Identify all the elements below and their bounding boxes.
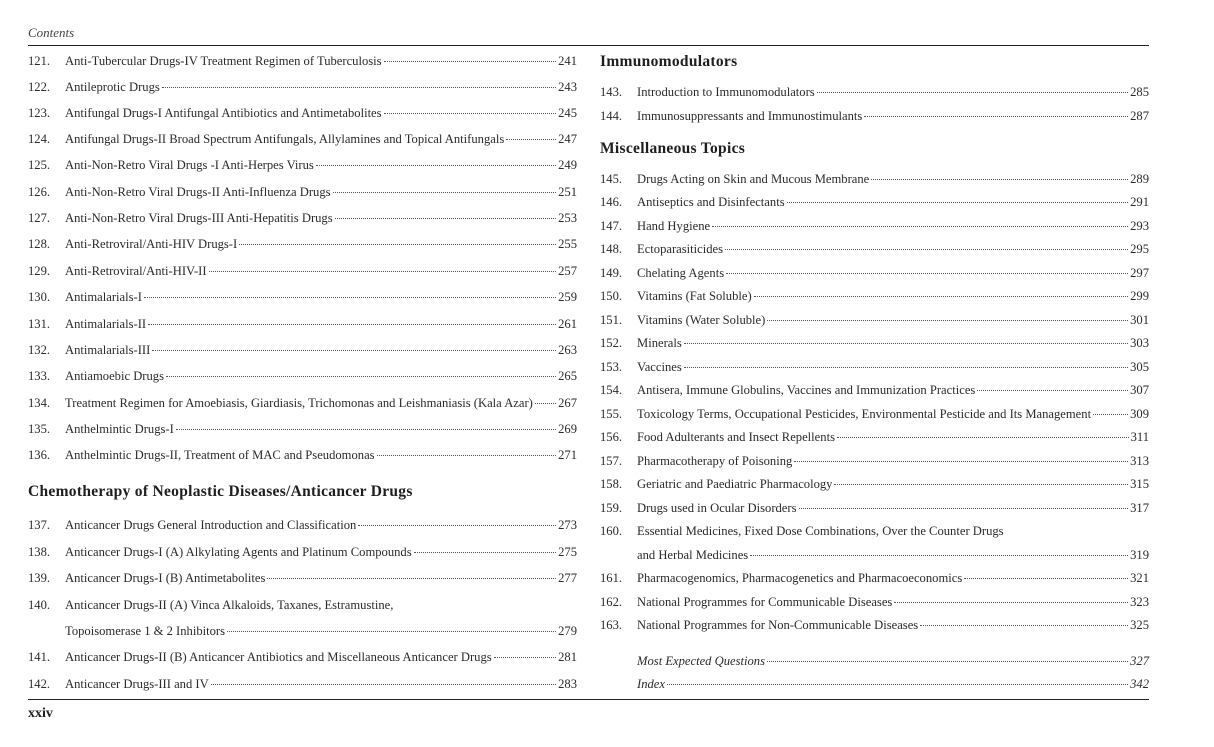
toc-entry bbox=[28, 53, 577, 69]
entry-number: 128. bbox=[28, 237, 51, 251]
toc-entry bbox=[28, 105, 577, 121]
entry-title: Antifungal Drugs-II Broad Spectrum Antifungals, Allylamines and Topical Antifungals bbox=[65, 132, 505, 146]
entry-page: 305 bbox=[1130, 360, 1149, 374]
entry-number: 141. bbox=[28, 650, 51, 664]
entry-page: 301 bbox=[1130, 313, 1149, 327]
leader-dots bbox=[333, 192, 557, 193]
leader-dots bbox=[414, 552, 556, 553]
entry-number: 125. bbox=[28, 158, 51, 172]
toc-entry bbox=[28, 263, 577, 279]
entry-title: Anticancer Drugs General Introduction and Classification bbox=[65, 518, 357, 532]
leader-dots bbox=[964, 578, 1128, 579]
entry-page: 342 bbox=[1130, 677, 1149, 691]
toc-entry bbox=[28, 368, 577, 384]
section-heading: Miscellaneous Topics bbox=[600, 140, 746, 157]
entry-title: Anticancer Drugs-I (B) Antimetabolites bbox=[65, 571, 266, 585]
entry-title: Anthelmintic Drugs-I bbox=[65, 422, 174, 436]
entry-page: 255 bbox=[558, 237, 577, 251]
entry-page: 299 bbox=[1130, 289, 1149, 303]
entry-page: 283 bbox=[558, 677, 577, 691]
entry-number: 123. bbox=[28, 106, 51, 120]
leader-dots bbox=[794, 461, 1128, 462]
toc-entry bbox=[600, 194, 1149, 210]
toc-entry bbox=[600, 570, 1149, 586]
toc-entry-back-matter bbox=[600, 653, 1149, 669]
entry-title: National Programmes for Non-Communicable Diseases bbox=[637, 618, 919, 632]
entry-page: 273 bbox=[558, 518, 577, 532]
toc-entry bbox=[600, 406, 1149, 422]
toc-entry bbox=[28, 289, 577, 305]
toc-entry bbox=[600, 218, 1149, 234]
leader-dots bbox=[384, 61, 557, 62]
entry-page: 311 bbox=[1130, 430, 1149, 444]
leader-dots bbox=[152, 350, 556, 351]
toc-entry bbox=[600, 265, 1149, 281]
running-head: Contents bbox=[28, 25, 75, 40]
leader-dots bbox=[767, 661, 1128, 662]
entry-title: Antiamoebic Drugs bbox=[65, 369, 164, 383]
entry-number: 140. bbox=[28, 598, 51, 612]
leader-dots bbox=[166, 376, 556, 377]
leader-dots bbox=[799, 508, 1129, 509]
entry-number: 132. bbox=[28, 343, 51, 357]
leader-dots bbox=[834, 484, 1128, 485]
toc-entry bbox=[600, 241, 1149, 257]
toc-entry bbox=[28, 236, 577, 252]
toc-entry bbox=[600, 312, 1149, 328]
entry-number: 150. bbox=[600, 289, 623, 303]
leader-dots bbox=[506, 139, 556, 140]
entry-number: 158. bbox=[600, 477, 623, 491]
entry-title: Anticancer Drugs-III and IV bbox=[65, 677, 209, 691]
toc-entry bbox=[28, 623, 577, 639]
toc-entry-first-line bbox=[600, 523, 1149, 539]
entry-number: 147. bbox=[600, 219, 623, 233]
entry-number: 131. bbox=[28, 317, 51, 331]
toc-entry bbox=[600, 288, 1149, 304]
entry-number: 122. bbox=[28, 80, 51, 94]
toc-entry bbox=[600, 429, 1149, 445]
entry-number: 148. bbox=[600, 242, 623, 256]
entry-title: Toxicology Terms, Occupational Pesticides, Environmental Pesticide and Its Management bbox=[637, 407, 1092, 421]
top-rule bbox=[28, 45, 1149, 46]
entry-page: 269 bbox=[558, 422, 577, 436]
entry-title: Pharmacotherapy of Poisoning bbox=[637, 454, 793, 468]
entry-page: 323 bbox=[1130, 595, 1149, 609]
leader-dots bbox=[239, 244, 556, 245]
entry-title: Geriatric and Paediatric Pharmacology bbox=[637, 477, 833, 491]
toc-entry bbox=[600, 359, 1149, 375]
entry-page: 307 bbox=[1130, 383, 1149, 397]
entry-title: Anti-Non-Retro Viral Drugs -I Anti-Herpes Virus bbox=[65, 158, 314, 172]
entry-title: Introduction to Immunomodulators bbox=[637, 85, 815, 99]
toc-entry bbox=[28, 210, 577, 226]
entry-title: Anti-Tubercular Drugs-IV Treatment Regimen of Tuberculosis bbox=[65, 54, 382, 68]
toc-entry-first-line bbox=[28, 597, 577, 613]
entry-number: 159. bbox=[600, 501, 623, 515]
entry-title: National Programmes for Communicable Diseases bbox=[637, 595, 893, 609]
leader-dots bbox=[535, 403, 556, 404]
leader-dots bbox=[977, 390, 1128, 391]
leader-dots bbox=[750, 555, 1128, 556]
entry-number: 146. bbox=[600, 195, 623, 209]
toc-entry bbox=[28, 421, 577, 437]
entry-page: 317 bbox=[1130, 501, 1149, 515]
leader-dots bbox=[667, 684, 1128, 685]
entry-title: Drugs used in Ocular Disorders bbox=[637, 501, 797, 515]
leader-dots bbox=[162, 87, 556, 88]
entry-number: 127. bbox=[28, 211, 51, 225]
entry-page: 327 bbox=[1130, 654, 1149, 668]
entry-title: Immunosuppressants and Immunostimulants bbox=[637, 109, 863, 123]
section-heading: Chemotherapy of Neoplastic Diseases/Anticancer Drugs bbox=[28, 483, 413, 500]
toc-entry bbox=[28, 447, 577, 463]
leader-dots bbox=[211, 684, 556, 685]
entry-number: 137. bbox=[28, 518, 51, 532]
leader-dots bbox=[144, 297, 556, 298]
entry-title: Antiseptics and Disinfectants bbox=[637, 195, 785, 209]
entry-page: 293 bbox=[1130, 219, 1149, 233]
leader-dots bbox=[377, 455, 557, 456]
entry-number: 143. bbox=[600, 85, 623, 99]
entry-title: Anticancer Drugs-II (B) Anticancer Antibiotics and Miscellaneous Anticancer Drugs bbox=[65, 650, 492, 664]
entry-title: Antifungal Drugs-I Antifungal Antibiotics and Antimetabolites bbox=[65, 106, 382, 120]
entry-number: 136. bbox=[28, 448, 51, 462]
entry-title-continued: and Herbal Medicines bbox=[637, 548, 749, 562]
entry-page: 291 bbox=[1130, 195, 1149, 209]
leader-dots bbox=[725, 249, 1128, 250]
toc-entry bbox=[28, 570, 577, 586]
entry-number: 149. bbox=[600, 266, 623, 280]
entry-page: 287 bbox=[1130, 109, 1149, 123]
leader-dots bbox=[684, 343, 1128, 344]
entry-number: 138. bbox=[28, 545, 51, 559]
leader-dots bbox=[712, 226, 1128, 227]
entry-title: Anticancer Drugs-II (A) Vinca Alkaloids, Taxanes, Estramustine, bbox=[65, 598, 394, 612]
entry-page: 267 bbox=[558, 396, 577, 410]
entry-page: 309 bbox=[1130, 407, 1149, 421]
entry-page: 313 bbox=[1130, 454, 1149, 468]
entry-number: 153. bbox=[600, 360, 623, 374]
entry-title: Most Expected Questions bbox=[637, 654, 766, 668]
toc-entry bbox=[28, 131, 577, 147]
leader-dots bbox=[817, 92, 1128, 93]
entry-title: Food Adulterants and Insect Repellents bbox=[637, 430, 835, 444]
entry-page: 265 bbox=[558, 369, 577, 383]
entry-page: 277 bbox=[558, 571, 577, 585]
leader-dots bbox=[148, 324, 556, 325]
entry-page: 297 bbox=[1130, 266, 1149, 280]
leader-dots bbox=[316, 165, 556, 166]
entry-title: Hand Hygiene bbox=[637, 219, 711, 233]
leader-dots bbox=[754, 296, 1128, 297]
entry-page: 261 bbox=[558, 317, 577, 331]
section-heading: Immunomodulators bbox=[600, 53, 738, 70]
entry-page: 315 bbox=[1130, 477, 1149, 491]
entry-title: Vitamins (Fat Soluble) bbox=[637, 289, 752, 303]
entry-number: 142. bbox=[28, 677, 51, 691]
toc-entry bbox=[28, 79, 577, 95]
toc-entry bbox=[28, 517, 577, 533]
toc-entry bbox=[600, 617, 1149, 633]
entry-page: 247 bbox=[558, 132, 577, 146]
toc-entry bbox=[28, 649, 577, 665]
entry-page: 243 bbox=[558, 80, 577, 94]
entry-title: Pharmacogenomics, Pharmacogenetics and Pharmacoeconomics bbox=[637, 571, 963, 585]
entry-title: Anti-Retroviral/Anti-HIV-II bbox=[65, 264, 207, 278]
toc-entry bbox=[28, 544, 577, 560]
entry-number: 124. bbox=[28, 132, 51, 146]
entry-page: 303 bbox=[1130, 336, 1149, 350]
toc-entry bbox=[28, 157, 577, 173]
entry-page: 321 bbox=[1130, 571, 1149, 585]
entry-title: Anti-Non-Retro Viral Drugs-III Anti-Hepatitis Drugs bbox=[65, 211, 333, 225]
entry-number: 145. bbox=[600, 172, 623, 186]
toc-entry bbox=[600, 171, 1149, 187]
entry-number: 139. bbox=[28, 571, 51, 585]
entry-page: 245 bbox=[558, 106, 577, 120]
toc-entry-back-matter bbox=[600, 676, 1149, 692]
bottom-rule bbox=[28, 699, 1149, 700]
leader-dots bbox=[176, 429, 556, 430]
entry-number: 154. bbox=[600, 383, 623, 397]
entry-title: Antileprotic Drugs bbox=[65, 80, 160, 94]
entry-number: 133. bbox=[28, 369, 51, 383]
leader-dots bbox=[864, 116, 1128, 117]
toc-entry bbox=[28, 316, 577, 332]
leader-dots bbox=[787, 202, 1129, 203]
leader-dots bbox=[871, 179, 1128, 180]
entry-page: 253 bbox=[558, 211, 577, 225]
toc-entry bbox=[600, 453, 1149, 469]
leader-dots bbox=[767, 320, 1128, 321]
leader-dots bbox=[837, 437, 1129, 438]
entry-number: 155. bbox=[600, 407, 623, 421]
leader-dots bbox=[494, 657, 556, 658]
entry-title: Vaccines bbox=[637, 360, 682, 374]
leader-dots bbox=[920, 625, 1128, 626]
entry-number: 157. bbox=[600, 454, 623, 468]
entry-page: 319 bbox=[1130, 548, 1149, 562]
entry-title: Anti-Non-Retro Viral Drugs-II Anti-Influenza Drugs bbox=[65, 185, 331, 199]
entry-page: 279 bbox=[558, 624, 577, 638]
entry-title: Antimalarials-III bbox=[65, 343, 151, 357]
entry-number: 163. bbox=[600, 618, 623, 632]
entry-number: 130. bbox=[28, 290, 51, 304]
entry-title: Minerals bbox=[637, 336, 682, 350]
leader-dots bbox=[384, 113, 557, 114]
entry-page: 271 bbox=[558, 448, 577, 462]
entry-number: 134. bbox=[28, 396, 51, 410]
entry-number: 129. bbox=[28, 264, 51, 278]
entry-page: 281 bbox=[558, 650, 577, 664]
entry-title: Anthelmintic Drugs-II, Treatment of MAC and Pseudomonas bbox=[65, 448, 375, 462]
toc-entry bbox=[600, 84, 1149, 100]
entry-title: Index bbox=[637, 677, 665, 691]
page-number: xxiv bbox=[28, 706, 53, 721]
leader-dots bbox=[894, 602, 1128, 603]
entry-number: 160. bbox=[600, 524, 623, 538]
entry-page: 285 bbox=[1130, 85, 1149, 99]
leader-dots bbox=[726, 273, 1128, 274]
entry-number: 161. bbox=[600, 571, 623, 585]
entry-title: Vitamins (Water Soluble) bbox=[637, 313, 766, 327]
entry-page: 325 bbox=[1130, 618, 1149, 632]
leader-dots bbox=[227, 631, 556, 632]
toc-entry bbox=[28, 395, 577, 411]
entry-title: Ectoparasiticides bbox=[637, 242, 724, 256]
entry-page: 251 bbox=[558, 185, 577, 199]
entry-number: 162. bbox=[600, 595, 623, 609]
toc-entry bbox=[28, 676, 577, 692]
leader-dots bbox=[209, 271, 557, 272]
entry-title: Anti-Retroviral/Anti-HIV Drugs-I bbox=[65, 237, 238, 251]
leader-dots bbox=[684, 367, 1128, 368]
leader-dots bbox=[335, 218, 556, 219]
entry-number: 126. bbox=[28, 185, 51, 199]
entry-page: 275 bbox=[558, 545, 577, 559]
toc-entry bbox=[28, 342, 577, 358]
entry-title: Antimalarials-I bbox=[65, 290, 142, 304]
toc-entry bbox=[600, 382, 1149, 398]
toc-entry bbox=[28, 184, 577, 200]
leader-dots bbox=[1093, 414, 1128, 415]
entry-number: 135. bbox=[28, 422, 51, 436]
entry-title-continued: Topoisomerase 1 & 2 Inhibitors bbox=[65, 624, 226, 638]
entry-title: Antimalarials-II bbox=[65, 317, 147, 331]
entry-number: 121. bbox=[28, 54, 51, 68]
entry-number: 151. bbox=[600, 313, 623, 327]
entry-title: Drugs Acting on Skin and Mucous Membrane bbox=[637, 172, 870, 186]
entry-page: 257 bbox=[558, 264, 577, 278]
entry-title: Essential Medicines, Fixed Dose Combinations, Over the Counter Drugs bbox=[637, 524, 1004, 538]
entry-page: 289 bbox=[1130, 172, 1149, 186]
entry-number: 144. bbox=[600, 109, 623, 123]
entry-title: Treatment Regimen for Amoebiasis, Giardiasis, Trichomonas and Leishmaniasis (Kala Azar) bbox=[65, 396, 533, 410]
entry-number: 152. bbox=[600, 336, 623, 350]
toc-entry bbox=[600, 476, 1149, 492]
leader-dots bbox=[267, 578, 556, 579]
leader-dots bbox=[358, 525, 556, 526]
entry-page: 241 bbox=[558, 54, 577, 68]
entry-number: 156. bbox=[600, 430, 623, 444]
entry-title: Chelating Agents bbox=[637, 266, 725, 280]
toc-entry bbox=[600, 108, 1149, 124]
toc-entry bbox=[600, 500, 1149, 516]
entry-page: 259 bbox=[558, 290, 577, 304]
entry-page: 263 bbox=[558, 343, 577, 357]
entry-title: Antisera, Immune Globulins, Vaccines and Immunization Practices bbox=[637, 383, 976, 397]
entry-title: Anticancer Drugs-I (A) Alkylating Agents and Platinum Compounds bbox=[65, 545, 412, 559]
entry-page: 249 bbox=[558, 158, 577, 172]
toc-entry bbox=[600, 335, 1149, 351]
toc-entry bbox=[600, 547, 1149, 563]
toc-entry bbox=[600, 594, 1149, 610]
entry-page: 295 bbox=[1130, 242, 1149, 256]
